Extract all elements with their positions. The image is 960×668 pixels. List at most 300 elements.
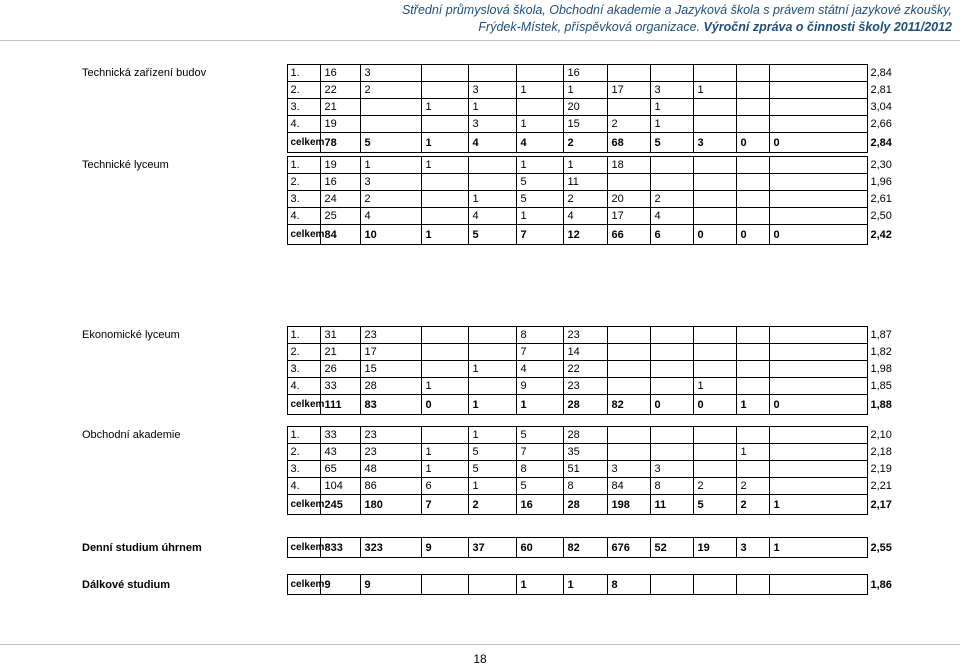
table-cell: 6	[650, 225, 693, 245]
header-org: Frýdek-Místek, příspěvková organizace.	[478, 20, 701, 34]
table-cell: 1	[769, 538, 867, 558]
table-cell	[769, 427, 867, 444]
table-cell: 11	[650, 495, 693, 515]
table-cell	[516, 65, 563, 82]
section-label	[80, 191, 287, 208]
table-row: 3. 21 1 1 20 1 3,04	[80, 99, 867, 116]
table-cell	[421, 116, 468, 133]
table-cell: 0	[769, 133, 867, 153]
section-table	[80, 64, 892, 153]
row-caption: 4.	[287, 478, 320, 495]
table-cell: 5	[516, 427, 563, 444]
table-cell: 5	[468, 461, 516, 478]
table-cell: 4	[468, 133, 516, 153]
table-cell: 5	[650, 133, 693, 153]
table-cell	[468, 378, 516, 395]
table-cell: 82	[607, 395, 650, 415]
table-cell: 6	[421, 478, 468, 495]
table-cell	[769, 82, 867, 99]
table-cell	[421, 327, 468, 344]
table-cell	[421, 191, 468, 208]
table-cell: 4	[516, 361, 563, 378]
table-cell	[693, 461, 736, 478]
section-label	[80, 461, 287, 478]
table-row: 3. 26 15 1 4 22 1,98	[80, 361, 867, 378]
table-cell	[650, 344, 693, 361]
table-cell	[468, 344, 516, 361]
table-row: Technická zařízení budov 1. 16 3 16 2,84	[80, 65, 867, 82]
table-cell: 3	[650, 461, 693, 478]
table-cell: 84	[607, 478, 650, 495]
table-cell: 23	[360, 327, 421, 344]
row-caption: celkem	[287, 225, 320, 245]
section-label: Technické lyceum	[82, 159, 169, 171]
total-row: celkem 111 83 0 1 1 28 82 0 0 1 0 1,88	[80, 395, 867, 415]
table-cell: 8	[563, 478, 607, 495]
table-cell: 5	[516, 174, 563, 191]
table-cell	[736, 174, 769, 191]
table-cell	[421, 174, 468, 191]
table-cell: 8	[607, 575, 650, 595]
section-table	[80, 426, 892, 515]
table-cell: 2	[736, 478, 769, 495]
section-label: Technická zařízení budov	[82, 67, 207, 79]
total-row: Denní studium úhrnem celkem 833 323 9 37 60 82 676 52 19 3 1 2,55	[80, 538, 867, 558]
total-row: Dálkové studium celkem 9 9 1 1 8 1,86	[80, 575, 867, 595]
table-cell: 8	[516, 461, 563, 478]
table-cell	[607, 344, 650, 361]
table-cell: 65	[320, 461, 360, 478]
row-caption: celkem	[287, 575, 320, 595]
table-cell: 23	[563, 378, 607, 395]
table-cell	[650, 174, 693, 191]
table-cell: 20	[563, 99, 607, 116]
table-cell	[693, 361, 736, 378]
table-cell: 3	[607, 461, 650, 478]
total-row: celkem 84 10 1 5 7 12 66 6 0 0 0 2,42	[80, 225, 867, 245]
table-cell: 66	[607, 225, 650, 245]
table-cell	[607, 99, 650, 116]
table-cell	[421, 82, 468, 99]
table-cell	[650, 157, 693, 174]
table-cell: 19	[320, 116, 360, 133]
table-cell: 83	[360, 395, 421, 415]
table-cell: 1	[563, 82, 607, 99]
row-caption: 3.	[287, 191, 320, 208]
table-cell: 1	[650, 116, 693, 133]
table-cell	[736, 208, 769, 225]
table-cell	[468, 575, 516, 595]
table-cell: 8	[516, 327, 563, 344]
table-cell: 21	[320, 99, 360, 116]
section-label	[80, 444, 287, 461]
section-label	[80, 361, 287, 378]
total-row: celkem 78 5 1 4 4 2 68 5 3 0 0 2,84	[80, 133, 867, 153]
table-cell: 22	[320, 82, 360, 99]
table-cell	[693, 444, 736, 461]
table-cell: 1	[421, 157, 468, 174]
table-cell: 1	[650, 99, 693, 116]
table-cell	[736, 378, 769, 395]
table-cell	[516, 99, 563, 116]
row-caption: 2.	[287, 82, 320, 99]
table-cell: 22	[563, 361, 607, 378]
table-cell: 1	[516, 157, 563, 174]
table-cell: 2	[607, 116, 650, 133]
row-caption: 4.	[287, 378, 320, 395]
row-caption: 1.	[287, 427, 320, 444]
table-cell: 2	[468, 495, 516, 515]
table-cell: 28	[563, 427, 607, 444]
table-cell: 180	[360, 495, 421, 515]
table-cell	[607, 327, 650, 344]
table-cell: 3	[468, 116, 516, 133]
table-cell: 5	[516, 191, 563, 208]
table-cell: 9	[320, 575, 360, 595]
table-cell: 1	[468, 427, 516, 444]
table-cell: 86	[360, 478, 421, 495]
table-cell: 4	[516, 133, 563, 153]
table-cell	[468, 157, 516, 174]
table-cell: 78	[320, 133, 360, 153]
table-cell: 17	[360, 344, 421, 361]
table-cell	[693, 191, 736, 208]
table-cell: 9	[360, 575, 421, 595]
table-row: 2. 16 3 5 11 1,96	[80, 174, 867, 191]
table-cell	[769, 444, 867, 461]
table-cell: 3	[360, 174, 421, 191]
table-cell: 48	[360, 461, 421, 478]
table-cell	[736, 191, 769, 208]
row-caption: 1.	[287, 327, 320, 344]
table-cell	[736, 344, 769, 361]
document-header	[402, 2, 952, 36]
section-label	[80, 495, 287, 515]
row-caption: celkem	[287, 495, 320, 515]
table-cell: 245	[320, 495, 360, 515]
table-row: 4. 104 86 6 1 5 8 84 8 2 2 2,21	[80, 478, 867, 495]
table-cell	[769, 575, 867, 595]
footer-divider	[0, 644, 960, 645]
table-cell: 24	[320, 191, 360, 208]
table-cell: 3	[693, 133, 736, 153]
table-cell: 3	[650, 82, 693, 99]
table-cell: 2	[563, 191, 607, 208]
table-cell	[607, 65, 650, 82]
section-table	[80, 156, 892, 245]
table-cell: 3	[468, 82, 516, 99]
table-cell	[736, 327, 769, 344]
table-cell: 16	[320, 174, 360, 191]
table-row: 3. 24 2 1 5 2 20 2 2,61	[80, 191, 867, 208]
row-caption: 2.	[287, 174, 320, 191]
table-cell	[607, 444, 650, 461]
table-cell: 23	[360, 444, 421, 461]
table-cell	[650, 444, 693, 461]
table-cell	[769, 116, 867, 133]
table-cell: 33	[320, 378, 360, 395]
table-cell: 833	[320, 538, 360, 558]
table-cell: 19	[320, 157, 360, 174]
table-cell	[736, 575, 769, 595]
table-cell: 33	[320, 427, 360, 444]
table-cell: 198	[607, 495, 650, 515]
table-cell: 43	[320, 444, 360, 461]
section-label	[80, 174, 287, 191]
table-cell	[736, 116, 769, 133]
section-label	[80, 208, 287, 225]
table-cell: 20	[607, 191, 650, 208]
table-cell: 37	[468, 538, 516, 558]
table-cell: 1	[468, 395, 516, 415]
table-cell: 1	[421, 99, 468, 116]
row-caption: 3.	[287, 99, 320, 116]
table-cell	[769, 344, 867, 361]
table-cell: 16	[563, 65, 607, 82]
table-cell	[693, 344, 736, 361]
table-cell: 11	[563, 174, 607, 191]
table-cell: 7	[516, 225, 563, 245]
table-row: 2. 21 17 7 14 1,82	[80, 344, 867, 361]
table-cell: 23	[563, 327, 607, 344]
section-label	[80, 344, 287, 361]
table-cell: 1	[360, 157, 421, 174]
table-cell: 1	[693, 82, 736, 99]
table-cell: 17	[607, 208, 650, 225]
table-cell: 0	[769, 395, 867, 415]
table-cell	[421, 575, 468, 595]
section-table	[80, 574, 892, 595]
table-cell: 28	[360, 378, 421, 395]
table-row: 2. 22 2 3 1 1 17 3 1 2,81	[80, 82, 867, 99]
row-caption: 1.	[287, 157, 320, 174]
row-caption: celkem	[287, 395, 320, 415]
row-caption: 3.	[287, 361, 320, 378]
table-cell: 5	[468, 225, 516, 245]
table-row: 4. 19 3 1 15 2 1 2,66	[80, 116, 867, 133]
table-cell	[421, 208, 468, 225]
table-cell	[769, 99, 867, 116]
table-row: Technické lyceum 1. 19 1 1 1 1 18 2,30	[80, 157, 867, 174]
table-cell: 23	[360, 427, 421, 444]
table-cell: 1	[468, 99, 516, 116]
table-cell: 3	[360, 65, 421, 82]
table-cell: 4	[563, 208, 607, 225]
table-cell	[736, 65, 769, 82]
table-cell: 1	[468, 478, 516, 495]
table-cell	[736, 461, 769, 478]
table-cell: 16	[320, 65, 360, 82]
table-cell	[693, 116, 736, 133]
table-cell: 0	[650, 395, 693, 415]
section-label: Dálkové studium	[82, 578, 171, 591]
section-label	[80, 395, 287, 415]
table-cell: 2	[650, 191, 693, 208]
table-cell: 1	[516, 82, 563, 99]
row-caption: 4.	[287, 116, 320, 133]
table-cell: 1	[693, 378, 736, 395]
table-cell: 2	[563, 133, 607, 153]
table-cell	[736, 427, 769, 444]
total-row: celkem 245 180 7 2 16 28 198 11 5 2 1 2,17	[80, 495, 867, 515]
row-caption: 2.	[287, 344, 320, 361]
table-cell	[607, 174, 650, 191]
table-cell: 7	[516, 344, 563, 361]
section-label	[80, 378, 287, 395]
header-line-1: Střední průmyslová škola, Obchodní akademie a Jazyková škola s právem státní jazykové zkoušky,	[401, 3, 952, 17]
table-cell	[421, 361, 468, 378]
table-cell: 3	[736, 538, 769, 558]
table-cell: 26	[320, 361, 360, 378]
row-caption: 2.	[287, 444, 320, 461]
section-label	[80, 99, 287, 116]
table-cell	[693, 99, 736, 116]
table-cell: 28	[563, 495, 607, 515]
table-cell: 111	[320, 395, 360, 415]
table-cell	[360, 116, 421, 133]
table-cell: 68	[607, 133, 650, 153]
table-cell: 5	[360, 133, 421, 153]
table-row: 4. 33 28 1 9 23 1 1,85	[80, 378, 867, 395]
table-cell	[693, 575, 736, 595]
table-cell: 2	[693, 478, 736, 495]
table-cell	[360, 99, 421, 116]
table-cell: 7	[421, 495, 468, 515]
section-label	[80, 133, 287, 153]
table-cell	[769, 174, 867, 191]
table-cell: 19	[693, 538, 736, 558]
table-cell	[736, 99, 769, 116]
row-caption: 3.	[287, 461, 320, 478]
table-cell	[769, 191, 867, 208]
table-cell	[693, 208, 736, 225]
table-cell: 15	[563, 116, 607, 133]
table-cell	[650, 575, 693, 595]
table-cell	[421, 427, 468, 444]
section-label	[80, 478, 287, 495]
header-line-2	[402, 19, 952, 36]
table-cell: 14	[563, 344, 607, 361]
section-label	[80, 225, 287, 245]
table-row: Ekonomické lyceum 1. 31 23 8 23 1,87	[80, 327, 867, 344]
table-cell	[736, 82, 769, 99]
table-cell: 0	[736, 225, 769, 245]
row-caption: celkem	[287, 538, 320, 558]
section-label	[80, 82, 287, 99]
table-cell: 0	[769, 225, 867, 245]
table-cell: 16	[516, 495, 563, 515]
table-cell: 1	[516, 395, 563, 415]
table-cell: 1	[563, 575, 607, 595]
table-cell	[468, 65, 516, 82]
table-cell: 676	[607, 538, 650, 558]
table-row: 3. 65 48 1 5 8 51 3 3 2,19	[80, 461, 867, 478]
table-cell: 1	[736, 444, 769, 461]
table-cell: 28	[563, 395, 607, 415]
table-cell	[468, 327, 516, 344]
table-cell: 10	[360, 225, 421, 245]
section-label: Obchodní akademie	[82, 429, 181, 441]
header-divider	[0, 40, 960, 41]
section-label	[80, 116, 287, 133]
section-label: Denní studium úhrnem	[82, 541, 202, 554]
table-cell: 1	[468, 191, 516, 208]
table-cell	[607, 427, 650, 444]
table-cell: 9	[516, 378, 563, 395]
table-cell: 5	[693, 495, 736, 515]
table-cell	[736, 361, 769, 378]
table-cell: 2	[360, 82, 421, 99]
table-cell	[650, 65, 693, 82]
table-cell	[769, 378, 867, 395]
table-cell: 2	[360, 191, 421, 208]
table-row: 2. 43 23 1 5 7 35 1 2,18	[80, 444, 867, 461]
table-cell: 4	[360, 208, 421, 225]
table-cell	[769, 361, 867, 378]
table-row: Obchodní akademie 1. 33 23 1 5 28 2,10	[80, 427, 867, 444]
header-report-title: Výroční zpráva o činnosti školy 2011/2012	[703, 20, 952, 34]
table-cell	[769, 157, 867, 174]
table-cell	[693, 174, 736, 191]
table-cell: 12	[563, 225, 607, 245]
table-cell: 0	[736, 133, 769, 153]
table-cell: 7	[516, 444, 563, 461]
table-cell: 21	[320, 344, 360, 361]
table-cell: 1	[421, 378, 468, 395]
page-number: 18	[473, 652, 487, 666]
table-cell	[650, 361, 693, 378]
table-cell: 31	[320, 327, 360, 344]
table-cell	[693, 157, 736, 174]
table-cell	[650, 427, 693, 444]
table-cell	[693, 65, 736, 82]
table-cell: 1	[516, 208, 563, 225]
table-cell: 1	[516, 575, 563, 595]
table-cell	[769, 478, 867, 495]
table-cell: 1	[421, 444, 468, 461]
table-cell: 15	[360, 361, 421, 378]
table-cell: 51	[563, 461, 607, 478]
table-cell: 323	[360, 538, 421, 558]
table-cell: 9	[421, 538, 468, 558]
table-cell: 35	[563, 444, 607, 461]
table-cell: 82	[563, 538, 607, 558]
table-cell: 5	[516, 478, 563, 495]
table-cell: 0	[693, 395, 736, 415]
table-cell	[607, 361, 650, 378]
table-cell: 4	[650, 208, 693, 225]
table-cell: 1	[421, 133, 468, 153]
row-caption: 4.	[287, 208, 320, 225]
section-table	[80, 537, 892, 558]
section-label: Ekonomické lyceum	[82, 329, 180, 341]
table-cell: 25	[320, 208, 360, 225]
table-cell	[769, 461, 867, 478]
table-cell: 1	[516, 116, 563, 133]
table-cell: 60	[516, 538, 563, 558]
table-cell: 0	[693, 225, 736, 245]
table-cell	[421, 65, 468, 82]
table-cell: 1	[421, 225, 468, 245]
table-cell: 17	[607, 82, 650, 99]
table-cell: 4	[468, 208, 516, 225]
table-cell	[650, 327, 693, 344]
table-cell: 18	[607, 157, 650, 174]
table-cell: 1	[468, 361, 516, 378]
table-cell: 1	[769, 495, 867, 515]
table-cell: 8	[650, 478, 693, 495]
table-cell	[607, 378, 650, 395]
